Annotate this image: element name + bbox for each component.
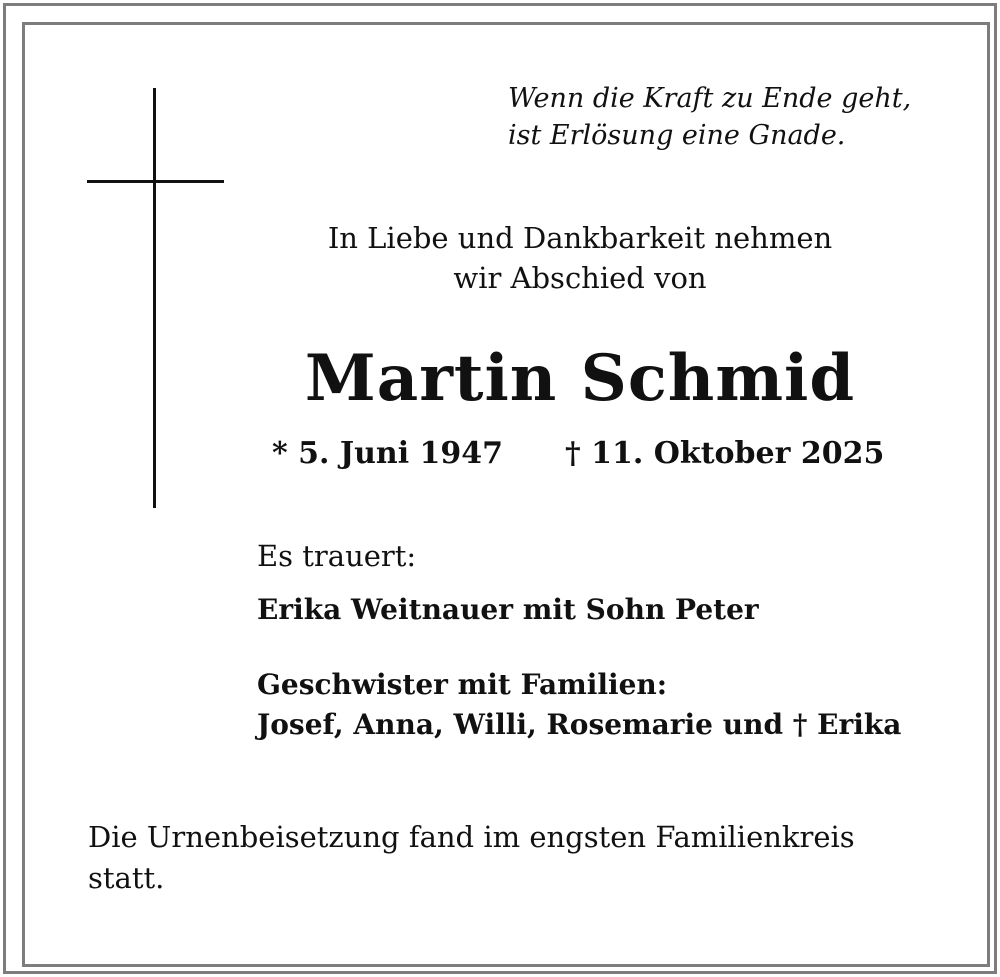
mourners-label: Es trauert: xyxy=(257,539,417,573)
notice-line-1: Die Urnenbeisetzung fand im engsten Familienkreis xyxy=(88,820,855,854)
deceased-name: Martin Schmid xyxy=(304,341,856,416)
quote-line-1: Wenn die Kraft zu Ende geht, xyxy=(508,83,912,114)
intro-line-1: In Liebe und Dankbarkeit nehmen xyxy=(327,221,833,255)
cross-horizontal-bar xyxy=(87,180,224,183)
siblings-heading: Geschwister mit Familien: xyxy=(257,668,668,701)
birth-date: * 5. Juni 1947 xyxy=(272,436,504,471)
death-date: † 11. Oktober 2025 xyxy=(565,436,885,471)
siblings-block xyxy=(257,665,901,745)
farewell-intro xyxy=(230,218,930,298)
siblings-names: Josef, Anna, Willi, Rosemarie und † Erika xyxy=(257,708,902,741)
quote-line-2: ist Erlösung eine Gnade. xyxy=(508,120,846,151)
memorial-quote xyxy=(508,80,968,154)
intro-line-2: wir Abschied von xyxy=(453,261,707,295)
primary-mourners: Erika Weitnauer mit Sohn Peter xyxy=(257,593,759,626)
notice-line-2: statt. xyxy=(88,861,165,895)
cross-vertical-bar xyxy=(153,88,156,508)
burial-notice xyxy=(88,817,948,899)
